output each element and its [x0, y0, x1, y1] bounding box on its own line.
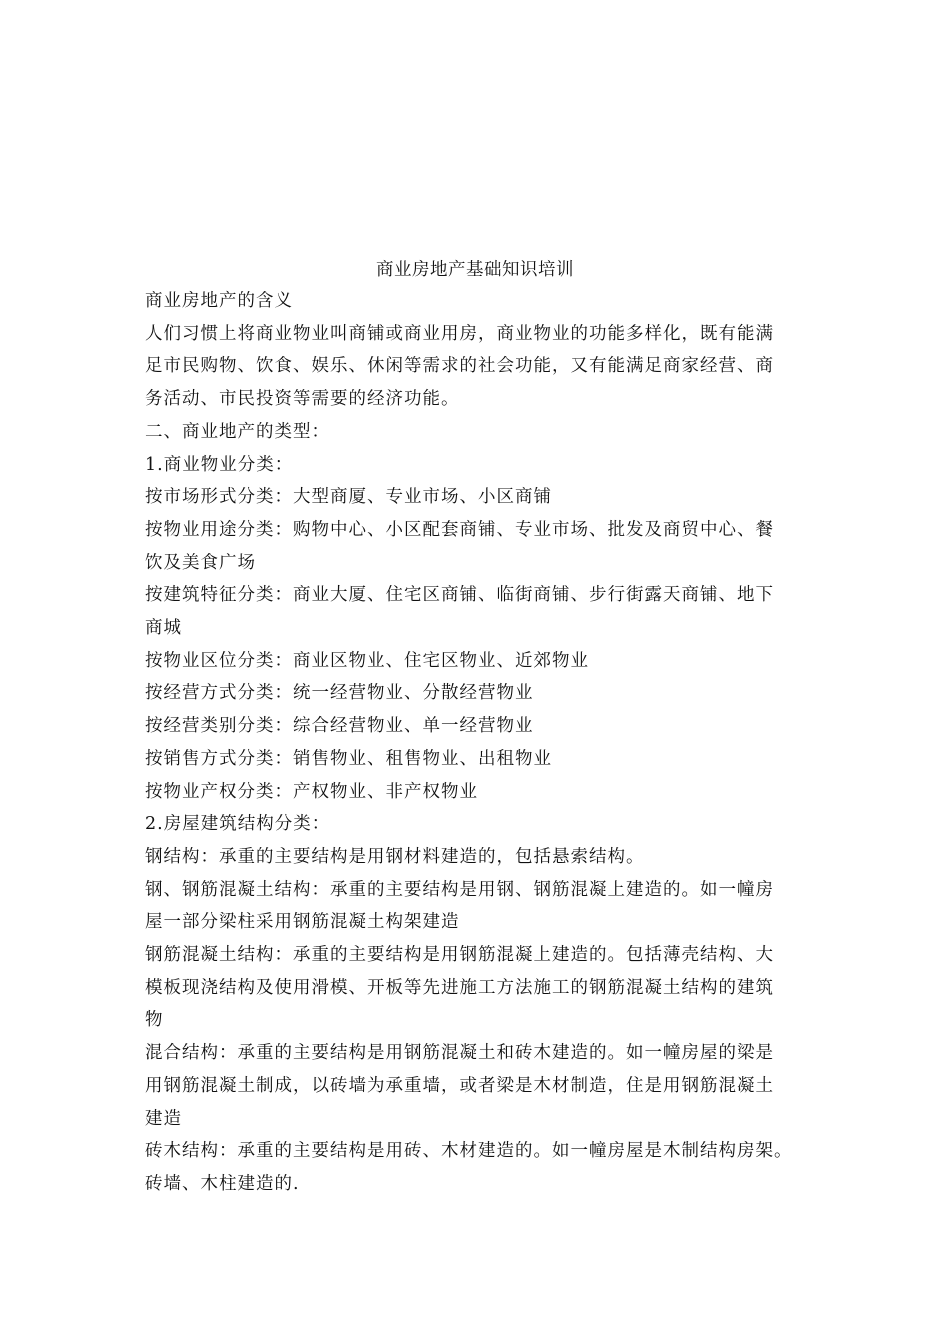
- paragraph-line: 按经营类别分类：综合经营物业、单一经营物业: [145, 716, 534, 737]
- paragraph-line: 按建筑特征分类：商业大厦、住宅区商铺、临街商铺、步行街露天商铺、地下: [145, 585, 774, 606]
- paragraph-line: 足市民购物、饮食、娱乐、休闲等需求的社会功能，又有能满足商家经营、商: [145, 356, 774, 377]
- paragraph-line: 砖墙、木柱建造的.: [145, 1173, 300, 1194]
- paragraph-line: 物: [145, 1010, 164, 1031]
- paragraph-line: 钢、钢筋混凝土结构：承重的主要结构是用钢、钢筋混凝上建造的。如一幢房: [145, 879, 774, 900]
- paragraph-line: 砖木结构：承重的主要结构是用砖、木材建造的。如一幢房屋是木制结构房架。: [145, 1141, 793, 1162]
- section-heading: 二、商业地产的类型：: [145, 421, 330, 442]
- paragraph-line: 人们习惯上将商业物业叫商铺或商业用房，商业物业的功能多样化，既有能满: [145, 323, 774, 344]
- paragraph-line: 按物业产权分类：产权物业、非产权物业: [145, 781, 478, 802]
- paragraph-line: 按经营方式分类：统一经营物业、分散经营物业: [145, 683, 534, 704]
- subsection-heading: 2.房屋建筑结构分类：: [145, 814, 331, 835]
- subsection-heading: 1.商业物业分类：: [145, 454, 294, 475]
- paragraph-line: 饮及美食广场: [145, 552, 256, 573]
- paragraph-line: 钢筋混凝土结构：承重的主要结构是用钢筋混凝上建造的。包括薄壳结构、大: [145, 945, 774, 966]
- paragraph-line: 按物业区位分类：商业区物业、住宅区物业、近郊物业: [145, 650, 589, 671]
- paragraph-line: 按物业用途分类：购物中心、小区配套商铺、专业市场、批发及商贸中心、餐: [145, 519, 774, 540]
- paragraph-line: 用钢筋混凝土制成，以砖墙为承重墙，或者梁是木材制造，住是用钢筋混凝土: [145, 1075, 774, 1096]
- section-heading: 商业房地产的含义: [145, 291, 293, 311]
- paragraph-line: 务活动、市民投资等需要的经济功能。: [145, 389, 460, 410]
- paragraph-line: 商城: [145, 618, 182, 639]
- paragraph-line: 按销售方式分类：销售物业、租售物业、出租物业: [145, 748, 552, 769]
- paragraph-line: 模板现浇结构及使用滑模、开板等先进施工方法施工的钢筋混凝土结构的建筑: [145, 977, 774, 998]
- paragraph-line: 屋一部分梁柱采用钢筋混凝土构架建造: [145, 912, 460, 933]
- paragraph-line: 建造: [145, 1108, 182, 1129]
- paragraph-line: 按市场形式分类：大型商厦、专业市场、小区商铺: [145, 487, 552, 508]
- paragraph-line: 混合结构：承重的主要结构是用钢筋混凝土和砖木建造的。如一幢房屋的梁是: [145, 1043, 774, 1064]
- document-body: [145, 285, 815, 1201]
- paragraph-line: 钢结构：承重的主要结构是用钢材料建造的，包括悬索结构。: [145, 846, 645, 867]
- document-title: 商业房地产基础知识培训: [376, 260, 574, 280]
